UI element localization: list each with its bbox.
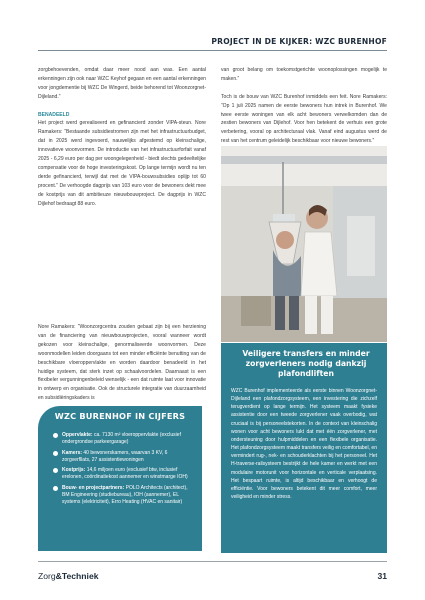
bullet-icon <box>53 433 58 438</box>
fact-label: Kostprijs: <box>62 467 86 474</box>
transfer-box-text: WZC Burenhof implementeerde als eerste binnen Woonzorgnet-Dijleland een plafondzorgsysteem, een investering die zichzelf terugverdient op lange termijn. Het systeem maakt fysieke assistentie door een tweede zorgverlener vaak overbodig, wat cruciaal is bij personeelstekorten. In de context van kleinschalig wonen voor acht bewoners lukt dat met één zorgverlener, met ondersteuning door hulpmiddelen en een flexibele organisatie. Het plafondzorgsysteem maakt transfers veilig en comfortabel, en vermindert rug-, nek- en schouderklachten bij het personeel. Het H-traverse-railsysteem bestrijkt de hele kamer en werkt met een modulaire motorunit voor horizontale en verticale verplaatsing. Het bespaart ruimte, is altijd beschikbaar en verhoogt de efficiëntie. Voor bewoners betekent dit meer comfort, meer veiligheid en minder stress. <box>231 388 377 501</box>
ceiling-lift-photo <box>221 146 387 342</box>
paragraph: Toch is de bouw van WZC Burenhof inmiddels een feit. Nore Ramakers: “Op 1 juli 2025 namen de eerste bewoners hun intrek in Burenhof. We twee eerste woningen van elk acht bewoners verwelkomden dan de zestien bewoners van Dijlehof. Voor hen betekent de verhuis een grote verbetering, vooral op architecturaal vlak. Vanaf eind augustus werd de rest van het centrum geleidelijk beschikbaar voor nieuwe bewoners.” <box>221 93 387 145</box>
header-divider <box>38 50 387 51</box>
section-title: PROJECT IN DE KIJKER: WZC BURENHOF <box>211 37 387 46</box>
fact-text: POLO Architects (architect), BM Engineering (studiebureau), IOH (aannemer), EL systems (elektriciteit), Erro Heating (HVAC en sanitair) <box>62 485 188 506</box>
fact-label: Bouw- en projectpartners: <box>62 485 125 492</box>
magazine-logo <box>38 571 99 581</box>
transfer-box-title: Veiligere transfers en minder zorgverleners nodig dankzij plafondliften <box>242 349 370 378</box>
right-column-top <box>221 66 387 146</box>
left-column-mid <box>38 323 206 403</box>
fact-text: ca. 7130 m² vloeroppervlakte (exclusief ondergrondse parkeergarage) <box>62 432 181 446</box>
left-column-top <box>38 66 206 208</box>
page-number: 31 <box>377 571 387 581</box>
facts-box-title: WZC BURENHOF IN CIJFERS <box>54 411 186 421</box>
photo-illustration <box>221 146 387 342</box>
subheading-benadeeld: BENADEELD <box>38 111 70 118</box>
facts-box <box>38 406 202 551</box>
fact-item-kamers <box>52 450 190 464</box>
paragraph: zorgbehoevenden, omdat daar meer nood aan was. Een aantal erkenningen zijn ook naar WZC Keyhof gegaan en een aantal erkenningen voor jongdementie bij WZC De Wingerd, beide behorend tot Woonzorgnet-Dijleland.” <box>38 67 206 100</box>
fact-text: 40 bewonerskamers, waarvan 3 KV, 6 zorgverfllats, 27 assistentiewoningen <box>62 449 168 463</box>
footer-divider <box>38 561 387 562</box>
paragraph: Het project werd gerealiseerd en gefinancierd zonder VIPA-steun. Nore Ramakers: “Bestaande subsidiestromen zijn met het infrastructuurbudget, dat in 2025 werd ingevoerd, nauwelijks afgestemd op kleinschalige, innovatieve woonvormen. De introductie van het infrastructuurforfait vanaf 2025 - 6,29 euro per dag per woongelegenheid - biedt slechts gedeeltelijke compensatie voor de hoge investeringskost. Op lange termijn wordt nu ten derde gefinancierd, terwijl dat met de VIPA-bouwsubsidies oplijp tot 60 procent.” De verhoogde dagprijs van 103 euro voor de bewoners dekt mee de kostprijs van dit ambitieuze nieuwbouwproject. De dagprijs in WZC Dijlehof bedraagt 88 euro. <box>38 120 206 207</box>
fact-text: 14,6 miljoen euro (exclusief btw, inclusief erelonen, coördinatiekost aannemer en winstmarge IOH) <box>62 467 188 481</box>
paragraph: Nore Ramakers: “Woonzorgcentra zouden gebaat zijn bij een herziening van de financiering van nieuwbouwprojecten, vooral wanneer wordt gekozen voor kleinschalige, genormaliseerde woonvormen. Deze woonmodellen leiden doorgaans tot een minder efficiënte benutting van de beschikbare vloeroppervlakte en worden daardoor benadeeld in het huidige systeem, dat sterk inzet op schaalvoordelen. Daarnaast is een flexibeler vergunningenbeleid wenselijk - een dat ruimte laat voor innovatie in ontwerp en organisatie. Ook de structurele integratie van duurzaamheid en subsidiëringskaders is <box>38 324 206 402</box>
bullet-icon <box>53 451 58 456</box>
bullet-icon <box>53 486 58 491</box>
brand-ampersand: & <box>55 571 62 581</box>
brand-part2: Techniek <box>61 571 99 581</box>
facts-list <box>52 432 190 510</box>
fact-label: Kamers: <box>62 449 83 456</box>
transfer-info-box <box>221 343 387 553</box>
fact-item-oppervlakte <box>52 432 190 446</box>
brand-part1: Zorg <box>38 571 56 581</box>
fact-item-partners <box>52 485 190 506</box>
bullet-icon <box>53 468 58 473</box>
fact-label: Oppervlakte: <box>62 432 93 438</box>
paragraph: van groot belang om toekomstgerichte woonoplossingen mogelijk te maken.” <box>221 67 387 82</box>
fact-item-kostprijs <box>52 467 190 481</box>
